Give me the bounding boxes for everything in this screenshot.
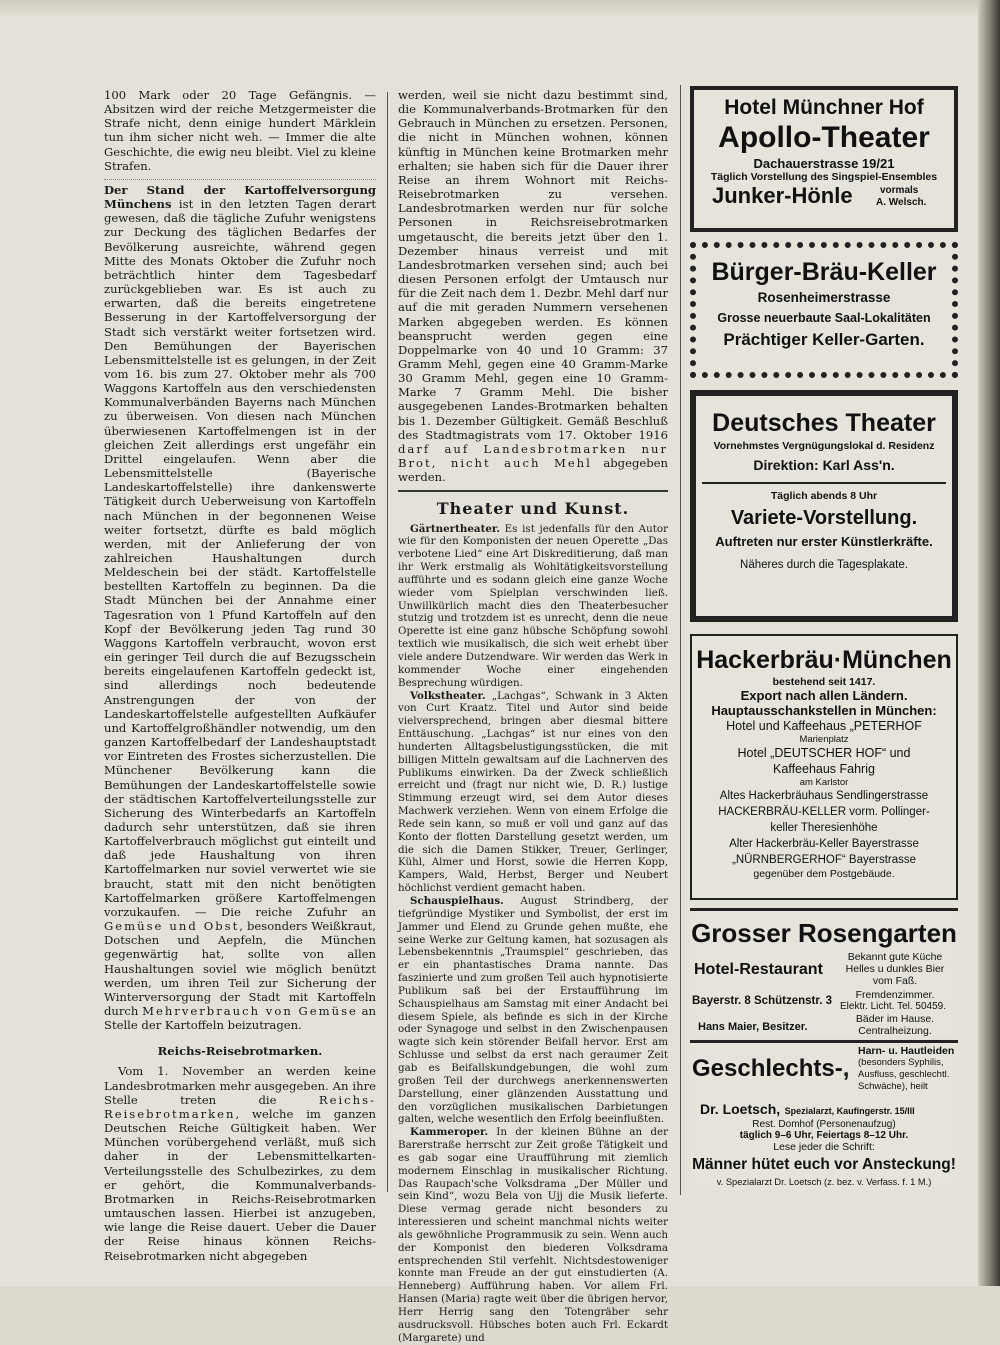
ad-ensemble-name: Junker-Hönle — [712, 183, 853, 208]
paragraph-text: ist in den letzten Tagen derart gewesen, daß die tägliche Zufuhr wenigstens zur Deckung des täglichen Bedarfes der Bevölkerung ausreichte, während gegen Mitte des Monats Oktober die Zufuhr noch beträchtlich hinter dem Tagesbedarf zurückgeblieben war. Es ist auch zu erwarten, daß die bereits eingetretene Besserung in der Kartoffelversorgung der Stadt sich verstärkt weiter fortsetzen wird. Den Bemühungen der Bayerischen Lebensmittelstelle ist es gelungen, in der Zeit vom 16. bis zum 27. Oktober mehr als 700 Waggons Kartoffeln aus den verschiedensten Kommunalverbänden Bayerns nach München zu überweisen. Von diesen nach München überwiesenen Kartoffelmengen ist in der gleichen Zeit allerdings erst ungefähr ein Drittel eingelaufen. Wenn aber die Lebensmittelstelle (Bayerische Landeskartoffelstelle) ihre dankenswerte Tätigkeit durch Ueberweisung von Kartoffeln nach München in der begonnenen Weise weiter fortsetzt, dürfte es bald möglich werden, mit der Anlieferung der von zahlreichen Haushaltungen durch Meldeschein bei der städt. Kartoffelstelle bestellten Kartoffeln zu beginnen. Da die Stadt München bei der Annahme einer Tagesration von 1 Pfund Kartoffeln auf den Kopf der Bevölkerung jeden Tag rund 30 Waggons Kartoffeln verbraucht, wovon erst ein geringer Teil durch die auf Bezugsschein bereits eingelaufenen Kartoffeln gedeckt ist, sind allerdings noch bedeutende Anstrengungen der von der Landeskartoffelstelle aufgestellten Aufkäufer und Kartoffelgroßhändler notwendig, um den ganzen Kartoffelbedarf der Landeshauptstadt vor Eintreten des Frostes sicherzustellen. Die Münchener Bevölkerung kann die Bemühungen der Landeskartoffelstelle sowie der städtischen Kartoffelverteilungsstelle zur Sicherung des Winterbedarfs an Kartoffeln dadurch sehr unterstützen, daß sie ihren Kartoffelverbrauch möglichst gut einteilt und daß jede Haushaltung von ihren Kartoffelmarken nur soviel verwertet wie sie braucht, statt mit den nicht benötigten Kartoffelmarken größere Kartoffelmengen vorzukaufen. — Die reiche Zufuhr an — [104, 197, 376, 919]
article-column-2 — [398, 88, 668, 1345]
ad-conditions: (besonders Syphilis, — [858, 1057, 944, 1068]
ad-location: Hotel und Kaffeehaus „PETERHOF — [726, 719, 922, 733]
ad-title: Grosser Rosengarten — [691, 918, 957, 948]
ad-heating: Centralheizung. — [858, 1025, 932, 1037]
ad-location: HACKERBRÄU-KELLER vorm. Pollinger- — [718, 806, 930, 818]
ad-header — [690, 1043, 958, 1101]
paragraph-text: Vom 1. November an werden keine Landesbrotmarken mehr ausgegeben. An ihre Stelle treten die — [104, 1064, 376, 1107]
ad-buerger-braeu-keller — [690, 242, 958, 378]
ad-beer-note: vom Faß. — [872, 975, 918, 987]
ad-body — [690, 951, 958, 1041]
ad-location: keller Theresienhöhe — [770, 822, 878, 834]
review-heading: Schauspielhaus. — [410, 895, 504, 907]
ad-apollo-theater — [690, 86, 958, 232]
ad-garden: Prächtiger Keller-Garten. — [723, 330, 925, 349]
ad-time: Täglich abends 8 Uhr — [770, 490, 878, 502]
ad-locations-header: Hauptausschankstellen in München: — [711, 703, 937, 718]
ad-hotel-name: Hotel Münchner Hof — [724, 96, 924, 119]
paragraph-reisebrotmarken — [104, 1064, 376, 1262]
review-volkstheater — [398, 690, 668, 896]
ad-street: Rosenheimerstrasse — [757, 290, 891, 305]
column-rule-1 — [387, 92, 388, 1192]
ad-rooms: Fremdenzimmer. — [855, 989, 935, 1001]
ad-owner: Hans Maier, Besitzer. — [698, 1021, 808, 1033]
paragraph-kartoffelversorgung — [104, 183, 376, 1032]
ad-title: Hackerbräu·München — [696, 646, 952, 674]
ad-conditions: Ausfluss, geschlechtl. — [858, 1069, 950, 1080]
ad-title: Geschlechts-, — [692, 1055, 850, 1082]
paragraph-reisebrotmarken-cont — [398, 88, 668, 484]
ad-schedule: Täglich Vorstellung des Singspiel-Ensembles — [710, 171, 938, 183]
ad-deutsches-theater — [690, 390, 958, 622]
review-heading: Kammeroper. — [410, 1126, 489, 1139]
ad-theater-name: Apollo-Theater — [718, 121, 930, 154]
divider — [702, 482, 946, 484]
ad-former-owner: A. Welsch. — [876, 197, 927, 208]
review-text: Es ist jedenfalls für den Autor wie für den Komponisten der neuen Operette „Das verbotene Lied“ eine Art Diskreditierung, daß man ihr Werk erstmalig als Wohltätigkeitsvorstellung aufführte und es sodann gleich eine ganze Woche wieder vom Spielplan verschwinden ließ. Unwillkürlich macht dies den Theaterbesucher stutzig und trotzdem ist es unrecht, denn die neue Operette ist eine ganz hübsche Schöpfung sowohl textlich wie musikalisch, die sich weit erhebt über viele andere Dutzendware. Wir werden das Werk in kommender Woche einer eingehenden Besprechung würdigen. — [398, 522, 668, 689]
review-text: „Lachgas“, Schwank in 3 Akten von Curt Kraatz. Titel und Autor sind beide vielversprechend, bringen aber diesmal bittere Enttäuschung. „Lachgas“ ist nur eines von den hunderten Alltagsbelustigungsstücken, die mit billigen Mitteln gewaltsam auf die Lachnerven des Publikums einwirken. Da der Zweck schließlich erreicht und (fragt nur nicht wie, D. R.) lustige Stimmung erzeugt wird, sei dem Autor dieses Machwerk verziehen. Wenn von einem Erfolge die Rede sein kann, so muß er voll und ganz auf das Konto der flotten Darstellung gesetzt werden, um die sich die Damen Stikker, Treuer, Gerlinger, Kühl, Almer und Horst, sowie die Herren Kopp, Kampers, Wald, Herbst, Berger und Neubert höchlichst verdient gemacht haben. — [398, 689, 668, 895]
ad-note: Lese jeder die Schrift: — [773, 1141, 875, 1153]
headline-reisebrotmarken: Reichs-Reisebrotmarken. — [157, 1044, 323, 1059]
review-heading: Gärtnertheater. — [410, 522, 500, 535]
paragraph-text: , welche im ganzen Deutschen Reiche Gültigkeit haben. Wer München vorübergehend verläßt, muß sich daher in der Lebensmittelkarten-Verteilungsstelle des Schulbezirkes, zu dem er gehört, die Kommunalverbands-Brotmarken in Reichs-Reisebrotmarken umtauschen lassen. Hierbei ist anzugeben, wie lange die Reise dauert. Ueber die Dauer der Reise hinaus können Reichs-Reisebrotmarken nicht abgegeben — [104, 1106, 376, 1263]
emphasis-text: Reichs-Reisebrotmarken — [104, 1092, 376, 1121]
ad-artists: Auftreten nur erster Künstlerkräfte. — [715, 534, 933, 549]
ad-hackerbraeu — [690, 634, 958, 900]
ad-location-note: gegenüber dem Postgebäude. — [753, 868, 895, 880]
ad-feature: Grosse neuerbaute Saal-Lokalitäten — [717, 311, 931, 325]
ad-kitchen: Bekannt gute Küche — [847, 951, 943, 963]
ad-hours: täglich 9–6 Uhr, Feiertags 8–12 Uhr. — [739, 1130, 909, 1141]
headline-kartoffelversorgung: Der Stand der Kartoffelversorgung Münchens — [104, 182, 376, 212]
ad-dr-loetsch — [690, 1040, 958, 1190]
ad-location: „NÜRNBERGERHOF“ Bayerstrasse — [731, 854, 917, 866]
review-kammeroper — [398, 1126, 668, 1344]
ad-location: Hotel „DEUTSCHER HOF“ und — [737, 746, 911, 760]
ad-show: Variete-Vorstellung. — [730, 507, 918, 529]
ad-title: Bürger-Bräu-Keller — [711, 258, 937, 286]
ad-direction: Direktion: Karl Ass'n. — [753, 457, 895, 473]
paragraph-text: abgegeben werden. — [398, 456, 669, 485]
paragraph-text: an Stelle der Kartoffeln beizutragen. — [104, 1004, 377, 1033]
ad-baths: Bäder im Hause. — [855, 1013, 935, 1025]
ad-doctor-row — [690, 1101, 958, 1119]
column-rule-2 — [680, 85, 681, 1195]
ad-location-note: Rest. Domhof (Personenaufzug) — [752, 1119, 896, 1130]
page-right-edge — [978, 0, 1000, 1286]
emphasis-text: Mehrverbrauch von Gemüse — [142, 1004, 358, 1018]
review-gaertnertheater — [398, 523, 668, 690]
ad-founded: bestehend seit 1417. — [772, 676, 876, 688]
ad-details: Näheres durch die Tagesplakate. — [740, 559, 908, 571]
divider — [104, 179, 376, 180]
section-title: Theater und Kunst. — [436, 499, 630, 519]
ad-location: Alter Hackerbräu-Keller Bayerstrasse — [729, 838, 919, 850]
review-schauspielhaus — [398, 895, 668, 1126]
ad-location: Altes Hackerbräuhaus Sendlingerstrasse — [719, 790, 929, 802]
ad-beer: Helles u dunkles Bier — [845, 963, 945, 975]
paragraph-fine-note: 100 Mark oder 20 Tage Gefängnis. — Absitzen wird der reiche Metzgermeister die Strafe nicht, denn einige hundert Märklein tun ihm sicher nicht weh. — Immer die alte Geschichte, die ewig neu bleibt. Viel zu kleine Strafen. — [104, 88, 376, 173]
ad-export: Export nach allen Ländern. — [740, 688, 908, 703]
paragraph-text: , besonders Weißkraut, Dotschen und Aepfeln, die München gegenwärtig hat, sollte von allen Haushaltungen soviel wie möglich benützt werden, um ihren Teil zur Sicherung der Winterversorgung der Stadt mit Kartoffeln durch — [104, 919, 376, 1018]
ad-conditions: Harn- u. Hautleiden — [858, 1045, 955, 1057]
ad-warning: Männer hütet euch vor Ansteckung! — [692, 1156, 956, 1173]
ad-location-note: am Karlstor — [799, 777, 849, 788]
ad-address: Bayerstr. 8 Schützenstr. 3 — [692, 995, 832, 1007]
article-column-1 — [104, 88, 376, 1263]
emphasis-text: Gemüse und Obst — [104, 919, 240, 934]
ad-ensemble-row — [694, 183, 954, 213]
ad-conditions: Schwäche), heilt — [858, 1081, 928, 1092]
ad-subtitle: Vornehmstes Vergnügungslokal d. Residenz — [713, 440, 935, 452]
ad-title: Deutsches Theater — [712, 409, 936, 437]
ad-location-note: Marienplatz — [799, 734, 849, 745]
ad-doctor: Dr. Loetsch, — [700, 1101, 781, 1117]
review-heading: Volkstheater. — [410, 689, 486, 702]
review-text: In der kleinen Bühne an der Barerstraße herrscht zur Zeit große Tätigkeit und es gab sogar eine Uraufführung mit ziemlich modernem Einschlag in musikalischer Richtung. Das Raupach'sche Volksdrama „Der Müller und sein Kind“, wozu Bela von Ujj die Musik lieferte. Diese vermag gerade nicht besonders zu interessieren und scheint manchmal nichts weiter als gewöhnliche Programmusik zu sein. Wenn auch der Komponist den biederen Volksdrama entsprechenden Stil verfehlt. Nichtsdestoweniger konnte man Freude an der gut einstudierten (A. Henneberg) Aufführung haben. Vor allem Frl. Hansen (Maria) ragte weit über die übrigen hervor, Herr Herrig sang den Totengräber sehr ausdrucksvoll. Hübsches boten auch Frl. Eckardt (Margarete) und — [398, 1126, 668, 1344]
ad-phone: Elektr. Licht. Tel. 50459. — [840, 1001, 946, 1012]
ad-doctor-address: Spezialarzt, Kaufingerstr. 15/III — [784, 1106, 915, 1116]
review-text: August Strindberg, der tiefgründige Mystiker und Symbolist, der erst im Jammer und Elend zu Grunde gehen mußte, ehe seine Werke zur Geltung kamen, hat sozusagen als Lebensbekenntnis „Traumspiel“ geschrieben, das er ein phantastisches Drama nannte. Das faszinierte und zum großen Teil auch hypnotisierte Publikum saß bei der Erstaufführung im Schauspielhaus am Samstag mit einer Andacht bei diesem Spiele, als befinde es sich in der Kirche oder Synagoge und selbst in den Zwischenpausen wagte sich kein störender Beifall hervor. Erst am Schlusse und selbst da erst nach geraumer Zeit gab es Beifallskundgebungen, die wohl zum großen Teil der durchwegs anerkennenswerten Darstellung, einer glänzenden Ausstattung und den vorzüglichen musikalischen Darbietungen galten, welche wesentlich den Erfolg beeinflußten. — [398, 895, 668, 1126]
ad-formerly: vormals — [880, 185, 919, 196]
ad-location: Kaffeehaus Fahrig — [773, 762, 875, 776]
ad-address: Dachauerstrasse 19/21 — [753, 156, 895, 171]
emphasis-text: darf auf Landesbrotmarken nur Brot, nicht auch Mehl — [398, 441, 668, 471]
paragraph-text: werden, weil sie nicht dazu bestimmt sind, die Kommunalverbands-Brotmarken für den Gebrauch in München zu ersetzen. Personen, die nicht in München wohnen, können künftig in München keine Brotmarken mehr erhalten; sie haben sich für die Dauer ihrer Reise an ihrem Wohnort mit Reichs-Reisebrotmarken zu versehen. Landesbrotmarken werden nur für solche Personen in Reichsreisebrotmarken umgetauscht, die bereits jetzt über den 1. Dezember hinaus verreist und mit Landesbrotmarken versehen sind; auch bei diesen Personen erfolgt der Umtausch nur für die Zeit nach dem 1. Dezbr. Mehl darf nur auf die mit geraden Nummern versehenen Marken abgegeben werden. Es können beansprucht werden gegen eine Doppelmarke von 40 und 10 Gramm: 37 Gramm Mehl, gegen eine 40 Gramm-Marke 30 Gramm Mehl, gegen eine 10 Gramm-Marke 7 Gramm Mehl. Die bisher ausgegebenen Landes-Brotmarken behalten bis 1. Dezember Gültigkeit. Gemäß Beschluß des Stadtmagistrats vom 17. Oktober 1916 — [398, 88, 668, 442]
theater-reviews — [398, 523, 668, 1345]
section-divider — [398, 490, 668, 492]
page-top-edge — [0, 0, 1000, 18]
ad-subtitle: Hotel-Restaurant — [694, 961, 823, 978]
ad-rosengarten — [690, 908, 958, 1036]
ad-footnote: v. Spezialarzt Dr. Loetsch (z. bez. v. Verfass. f. 1 M.) — [716, 1177, 932, 1187]
